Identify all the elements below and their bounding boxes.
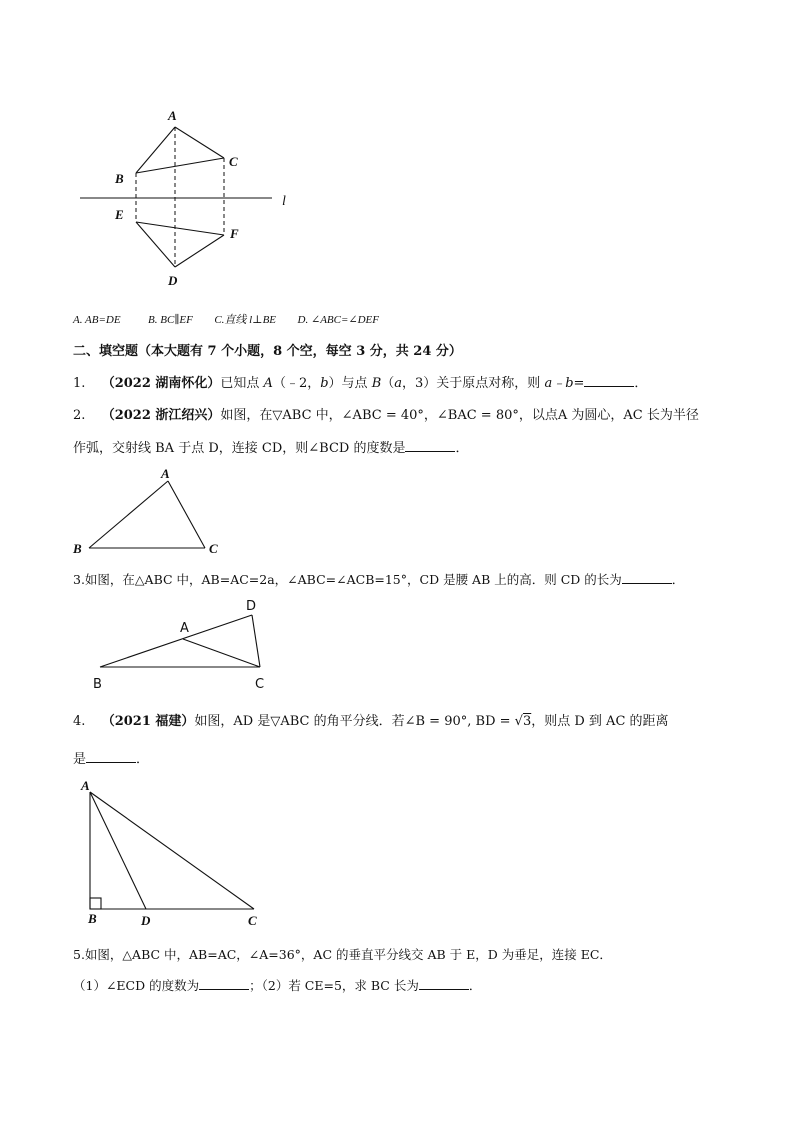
- q1-var-b: b: [320, 376, 329, 391]
- fig4-label-b: B: [88, 911, 97, 926]
- figure-q4-right-triangle: [90, 792, 254, 909]
- q4-sqrt-sign: √: [514, 714, 523, 729]
- fig1-label-d: D: [168, 273, 178, 288]
- section-heading: 二、填空题（本大题有 7 个小题，8 个空，每空 3 分，共 24 分）: [73, 344, 462, 359]
- q1-expression: a﹣b: [544, 376, 574, 391]
- question-5-line-2: [73, 976, 481, 994]
- triangle-def-lower: [136, 222, 224, 267]
- q1-text-e: ，3）关于原点对称，则: [402, 376, 545, 391]
- q3-end: ．: [671, 572, 685, 587]
- question-2: [73, 404, 699, 423]
- option-a[interactable]: A. AB=DE: [73, 314, 121, 326]
- q4-line2: 是: [73, 752, 87, 767]
- right-angle-marker: [90, 898, 101, 909]
- fig3-label-c: C: [255, 677, 265, 692]
- option-b[interactable]: B. BC∥EF: [148, 314, 193, 326]
- question-5: [73, 945, 612, 963]
- fig3-label-d: D: [246, 599, 257, 614]
- q1-var-a: a: [394, 376, 403, 391]
- q2-line1: 如图，在▽ABC 中，∠ABC = 40°，∠BAC = 80°，以点A 为圆心，AC 长为半径: [220, 408, 699, 423]
- question-3: [73, 570, 684, 588]
- q5-line1: 5.如图，△ABC 中，AB=AC，∠A=36°，AC 的垂直平分线交 AB 于 E，D 为垂足，连接 EC．: [73, 947, 612, 962]
- q5-answer-blank-2[interactable]: [419, 978, 469, 990]
- fig1-label-f: F: [230, 226, 239, 241]
- q2-source: （2022 浙江绍兴）: [101, 408, 221, 423]
- fig4-label-d: D: [141, 913, 151, 928]
- q4-source: （2021 福建）: [101, 714, 195, 729]
- fig1-label-b: B: [115, 171, 124, 186]
- q4-number: 4.: [73, 714, 86, 729]
- q5-separator: ；（2）若 CE=5，求 BC 长为: [249, 978, 419, 993]
- q1-answer-blank[interactable]: [584, 375, 634, 387]
- question-1: [73, 372, 647, 391]
- q4-end: ．: [136, 752, 150, 767]
- q1-text-a: 已知点: [220, 376, 264, 391]
- q1-text-f: =: [573, 376, 585, 391]
- q1-end: ．: [634, 376, 648, 391]
- q2-line2: 作弧，交射线 BA 于点 D，连接 CD，则∠BCD 的度数是: [73, 441, 406, 456]
- q4-answer-blank[interactable]: [86, 751, 136, 763]
- q1-text-d: （: [381, 376, 395, 391]
- q4-sqrt-value: 3: [522, 714, 532, 729]
- q4-text-b: ，则点 D 到 AC 的距离: [531, 714, 669, 729]
- q4-text-a: 如图，AD 是▽ABC 的角平分线．若∠B = 90°, BD =: [194, 714, 515, 729]
- fig4-label-c: C: [248, 913, 257, 928]
- q1-text-b: （﹣2，: [272, 376, 321, 391]
- fig1-label-e: E: [115, 207, 124, 222]
- fig3-label-a: A: [180, 621, 189, 636]
- question-4: [73, 710, 669, 729]
- figure-q2-triangle: [89, 481, 205, 548]
- q2-answer-blank[interactable]: [405, 440, 455, 452]
- option-d[interactable]: D. ∠ABC=∠DEF: [297, 314, 379, 326]
- q5-answer-blank-1[interactable]: [199, 978, 249, 990]
- fig1-label-a: A: [168, 108, 177, 123]
- q3-text: 3.如图，在△ABC 中，AB=AC=2a，∠ABC=∠ACB=15°，CD 是腰 AB 上的高．则 CD 的长为: [73, 572, 622, 587]
- q1-point-a: A: [263, 376, 273, 391]
- fig1-label-c: C: [229, 154, 238, 169]
- fig2-label-a: A: [161, 466, 170, 481]
- fig2-label-b: B: [73, 541, 82, 556]
- q5-part1: （1）∠ECD 的度数为: [73, 978, 200, 993]
- q3-answer-blank[interactable]: [622, 572, 672, 584]
- q1-source: （2022 湖南怀化）: [101, 376, 221, 391]
- q2-number: 2.: [73, 408, 86, 423]
- fig3-label-b: B: [93, 677, 102, 692]
- triangle-abc-upper: [136, 127, 224, 173]
- fig2-label-c: C: [209, 541, 218, 556]
- option-c[interactable]: C.直线 l⊥BE: [214, 314, 277, 326]
- q1-text-c: ）与点: [328, 376, 372, 391]
- fig4-label-a: A: [81, 778, 90, 793]
- q1-number: 1.: [73, 376, 86, 391]
- q5-end: ．: [468, 978, 482, 993]
- q1-point-b: B: [371, 376, 382, 391]
- q4-sqrt: [515, 714, 532, 729]
- question-2-line-2: [73, 437, 468, 456]
- options-row: [73, 311, 379, 327]
- q2-end: ．: [455, 441, 469, 456]
- question-4-line-2: [73, 748, 149, 767]
- fig1-label-l: l: [282, 194, 286, 209]
